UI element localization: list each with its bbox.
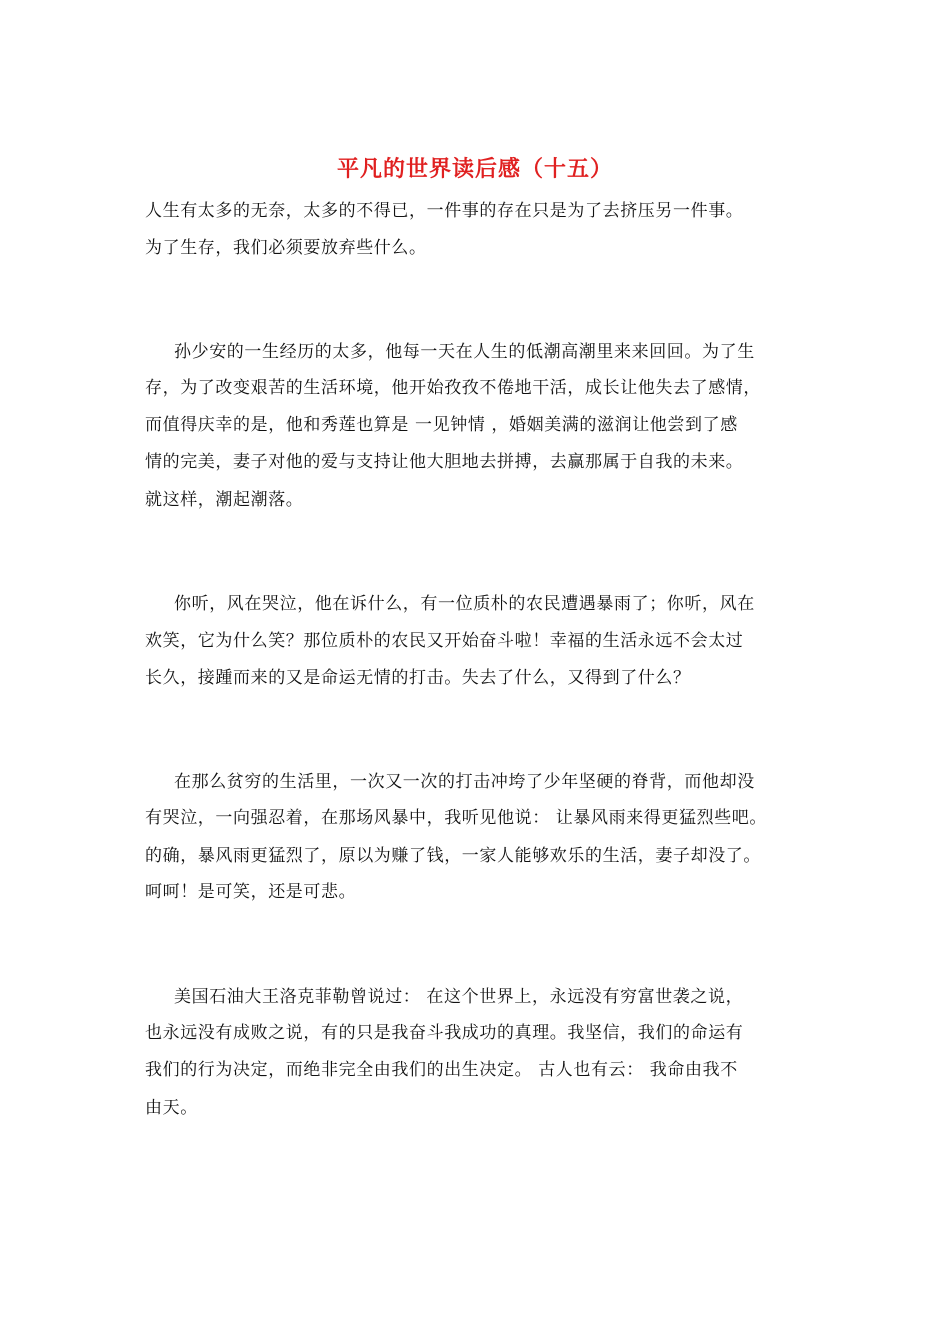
paragraph-5-line-1: 美国石油大王洛克菲勒曾说过： 在这个世界上，永远没有穷富世袭之说， [174, 987, 744, 1007]
paragraph-1-line-2: 为了生存，我们必须要放弃些什么。 [145, 238, 427, 258]
paragraph-2-line-4: 情的完美，妻子对他的爱与支持让他大胆地去拼搏，去赢那属于自我的未来。 [145, 452, 744, 472]
page-title: 平凡的世界读后感（十五） [336, 156, 613, 182]
paragraph-1-line-1: 人生有太多的无奈，太多的不得已，一件事的存在只是为了去挤压另一件事。 [145, 201, 744, 221]
paragraph-3-line-2: 欢笑，它为什么笑？那位质朴的农民又开始奋斗啦！幸福的生活永远不会太过 [145, 631, 744, 651]
paragraph-5-line-3: 我们的行为决定，而绝非完全由我们的出生决定。 古人也有云： 我命由我不 [145, 1060, 738, 1080]
paragraph-5-line-4: 由天。 [145, 1098, 198, 1118]
paragraph-2-line-5: 就这样，潮起潮落。 [145, 490, 304, 510]
paragraph-3-line-3: 长久，接踵而来的又是命运无情的打击。失去了什么，又得到了什么？ [145, 668, 691, 688]
paragraph-4-line-3: 的确，暴风雨更猛烈了，原以为赚了钱，一家人能够欢乐的生活，妻子却没了。 [145, 846, 761, 866]
paragraph-2-line-3: 而值得庆幸的是，他和秀莲也算是 一见钟情 ，婚姻美满的滋润让他尝到了感 [145, 415, 738, 435]
paragraph-5-line-2: 也永远没有成败之说，有的只是我奋斗我成功的真理。我坚信，我们的命运有 [145, 1023, 744, 1043]
paragraph-4-line-4: 呵呵！是可笑，还是可悲。 [145, 882, 357, 902]
paragraph-2-line-1: 孙少安的一生经历的太多，他每一天在人生的低潮高潮里来来回回。为了生 [174, 342, 755, 362]
paragraph-3-line-1: 你听，风在哭泣，他在诉什么，有一位质朴的农民遭遇暴雨了；你听，风在 [174, 594, 755, 614]
paragraph-4-line-2: 有哭泣，一向强忍着，在那场风暴中，我听见他说： 让暴风雨来得更猛烈些吧。 [145, 808, 768, 828]
paragraph-2-line-2: 存，为了改变艰苦的生活环境，他开始孜孜不倦地干活，成长让他失去了感情， [145, 378, 761, 398]
paragraph-4-line-1: 在那么贫穷的生活里，一次又一次的打击冲垮了少年坚硬的脊背，而他却没 [174, 772, 755, 792]
